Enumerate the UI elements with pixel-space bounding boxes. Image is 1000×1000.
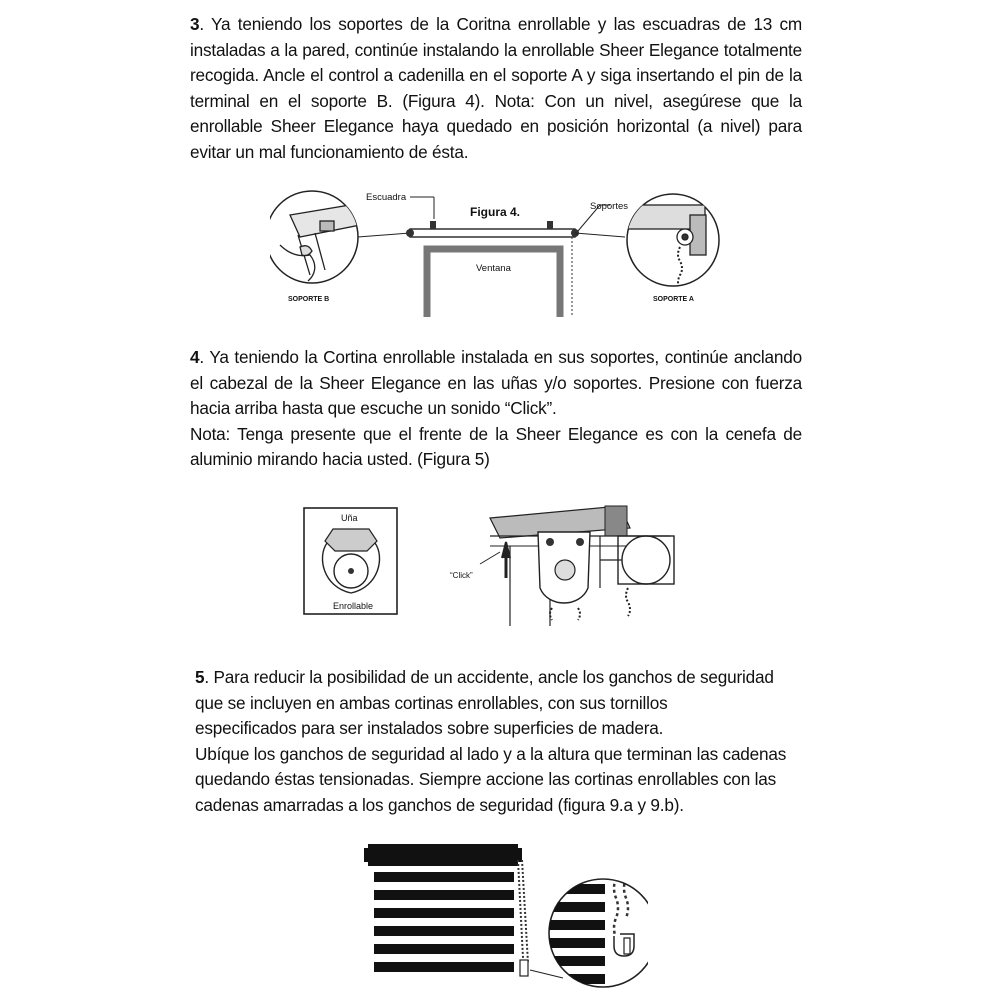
step-3-paragraph	[190, 12, 802, 166]
step-3-number: 3	[190, 14, 200, 34]
safety-hook-detail-icon	[543, 878, 648, 987]
step-5-paragraph	[195, 665, 805, 819]
step-5-line-4: Ubíque los ganchos de seguridad al lado y a la altura que terminan las cadenas	[195, 743, 787, 764]
step-5-line-5: quedando éstas tensionadas. Siempre accione las cortinas enrollables con las	[195, 769, 776, 790]
figure-4-label-soporte-a: SOPORTE A	[653, 296, 694, 303]
step-3-text: . Ya teniendo los soportes de la Coritna enrollable y las escuadras de 13 cm instaladas a la pared, continúe instalando la enrollable Sheer Elegance totalmente recogida. Ancle el control a cadenilla en el soporte A y siga insertando el pin de la terminal en el soporte B. (Figura 4). Nota: Con un nivel, asegúrese que la enrollable Sheer Elegance haya quedado en posición horizontal (a nivel) para evitar un mal funcionamiento de ésta.	[190, 14, 802, 162]
figure-4-title: Figura 4.	[470, 205, 521, 219]
step-4-note: Nota: Tenga presente que el frente de la Sheer Elegance es con la cenefa de aluminio mirando hacia usted. (Figura 5)	[190, 423, 802, 470]
figure-4	[270, 185, 730, 320]
figure-4-label-soporte-b: SOPORTE B	[288, 296, 330, 303]
figure-5-left	[303, 507, 398, 615]
step-5-line-3: especificados para ser instalados sobre superficies de madera.	[195, 718, 664, 739]
figure-5-right	[440, 498, 690, 628]
step-4-paragraph	[190, 345, 802, 473]
soporte-b-detail-icon	[270, 191, 360, 283]
step-5-line-1: . Para reducir la posibilidad de un accidente, ancle los ganchos de seguridad	[204, 667, 774, 687]
figure-5-label-una: Uña	[341, 513, 358, 523]
figure-9	[358, 838, 648, 988]
step-5-number: 5	[195, 667, 205, 687]
step-4-text: . Ya teniendo la Cortina enrollable instalada en sus soportes, continúe anclando el cabezal de la Sheer Elegance en las uñas y/o soportes. Presione con fuerza hacia arriba hasta que escuche un sonido “Click”.	[190, 347, 802, 419]
figure-5-label-enrollable: Enrollable	[333, 601, 374, 611]
step-5-line-6: cadenas amarradas a los ganchos de seguridad (figura 9.a y 9.b).	[195, 794, 684, 815]
figure-4-label-escuadra: Escuadra	[366, 192, 407, 203]
step-5-line-2: que se incluyen en ambas cortinas enrollables, con sus tornillos	[195, 692, 668, 713]
step-4-number: 4	[190, 347, 200, 367]
figure-4-label-ventana: Ventana	[476, 263, 511, 274]
figure-4-label-soportes: Soportes	[590, 201, 629, 212]
roller-blind-icon	[364, 844, 528, 976]
figure-5-label-click: “Click”	[450, 571, 473, 580]
soporte-a-detail-icon	[625, 194, 719, 289]
